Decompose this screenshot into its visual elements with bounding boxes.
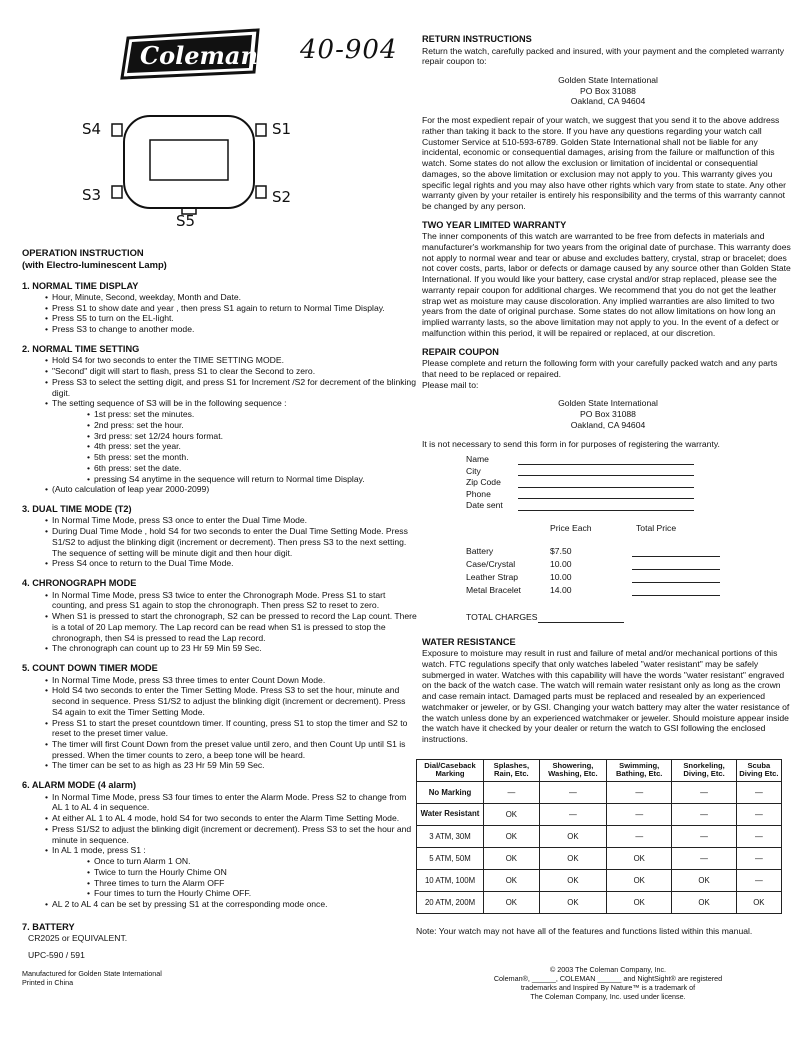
price-value: 10.00 [550, 559, 572, 570]
table-cell: — [672, 803, 736, 825]
section-2-list [22, 355, 417, 409]
phone-field[interactable] [518, 490, 694, 499]
list-item: • The timer can be set to as high as 23 Hr 59 Min 59 Sec. [52, 760, 417, 771]
column-header: Scuba Diving Etc. [736, 759, 781, 781]
section-6-after [22, 899, 417, 910]
price-item: Leather Strap [466, 572, 519, 583]
list-item: • The timer will first Count Down from the preset value until zero, and then Count Up until S1 is pressed. When the timer counts to zero, a beep tone will be heard. [52, 739, 417, 760]
form-row-date [466, 499, 794, 511]
table-cell: 20 ATM, 200M [417, 891, 484, 913]
table-cell: OK [484, 869, 540, 891]
list-item: • Once to turn Alarm 1 ON. [94, 856, 417, 867]
table-cell: OK [607, 869, 672, 891]
logo-text: Coleman [140, 41, 258, 70]
section-2-sublist [22, 409, 417, 484]
label-s2: S2 [272, 188, 292, 206]
list-item: • "Second" digit will start to flash, press S1 to clear the Second to zero. [52, 366, 417, 377]
table-cell: — [736, 869, 781, 891]
price-item: Case/Crystal [466, 559, 516, 570]
list-item: • Press S5 to turn on the EL-light. [52, 313, 417, 324]
address-line: PO Box 31088 [580, 85, 636, 96]
coupon-address [422, 398, 794, 430]
list-item: • The chronograph can count up to 23 Hr 59 Min 59 Sec. [52, 643, 417, 654]
list-item: • At either AL 1 to AL 4 mode, hold S4 for two seconds to enter the Alarm Time Setting Mode. [52, 813, 417, 824]
form-label: City [466, 465, 481, 476]
total-field[interactable] [632, 574, 720, 583]
table-cell: — [607, 781, 672, 803]
table-cell: 3 ATM, 30M [417, 825, 484, 847]
list-item: • AL 2 to AL 4 can be set by pressing S1 at the corresponding mode once. [52, 899, 417, 910]
water-text: Exposure to moisture may result in rust and failure of metal and/or mechanical portions of this watch. FTC regulations specify that only watches labeled "water resistant" may be safely submerged in water. Watches with this capability will have the words "water resistant" engraved on the back of the watch case. The watch will remain water resistant only as long as the crown and case remain intact. Damaged parts must be replaced and resealed by an experienced watchmaker or jeweler, or by GSI. Changing your watch battery may alter the water resistance of the watch unless done by an experienced watchmaker or jeweler. Should moisture appear inside the watch have it checked by your dealer or return the watch to GSI following the enclosed instructions. [422, 648, 790, 745]
name-field[interactable] [518, 456, 694, 465]
list-item: • Press S4 once to return to the Dual Time Mode. [52, 558, 417, 569]
price-row [466, 557, 794, 570]
warranty-text: The inner components of this watch are warranted to be free from defects in materials and manufacturer's workmanship for two years from the original date of purchase. This warranty does not apply to normal wear and tear or abuse and excludes battery, crystal, strap or bracelet; does not cover costs, parts, labor or defects or damage caused by any source other than Golden State International. If you would like your battery, case crystal and/or strap replaced, please see the warranty repair coupon for additional charges. We recommend that you do not get the leather strap wet as moisture may cause discoloration. Any implied warranties are also limited to two years from the date of original purchase. Some states do not allow limitations on how long an implied warranty lasts, so the above limitation may not apply to you. In the event of a defect or malfunction within this period, it will be repaired or replaced, at our discretion. [422, 231, 791, 338]
table-cell: 10 ATM, 100M [417, 869, 484, 891]
total-field[interactable] [632, 548, 720, 557]
table-cell: — [736, 803, 781, 825]
price-value: 10.00 [550, 572, 572, 583]
warranty-heading: TWO YEAR LIMITED WARRANTY [422, 219, 567, 230]
coupon-mail-to: Please mail to: [422, 379, 479, 390]
table-row [417, 781, 782, 803]
operation-title: OPERATION INSTRUCTION [22, 247, 144, 258]
list-item: • 2nd press: set the hour. [94, 420, 417, 431]
list-item: • Press S3 to change to another mode. [52, 324, 417, 335]
section-2-heading: 2. NORMAL TIME SETTING [22, 343, 140, 354]
coleman-logo [118, 28, 266, 80]
legal-line: trademarks and Inspired By Nature™ is a trademark of [520, 982, 696, 992]
section-6-list [22, 792, 417, 856]
right-column [416, 34, 794, 1001]
label-s4: S4 [82, 120, 102, 138]
table-cell: — [736, 847, 781, 869]
return-address [422, 75, 794, 107]
table-cell: — [484, 781, 540, 803]
table-cell: OK [484, 847, 540, 869]
total-charges-label: TOTAL CHARGES [466, 612, 538, 623]
coupon-form [466, 453, 794, 511]
list-item: • In Normal Time Mode, press S3 once to enter the Dual Time Mode. [52, 515, 417, 526]
list-item: • pressing S4 anytime in the sequence will return to Normal time Display. [94, 474, 417, 485]
address-line: PO Box 31088 [580, 409, 636, 420]
legal-notice [422, 965, 794, 1001]
price-item: Metal Bracelet [466, 585, 521, 596]
table-cell: OK [484, 803, 540, 825]
address-line: Oakland, CA 94604 [570, 419, 646, 430]
list-item: • In AL 1 mode, press S1 : [52, 845, 417, 856]
total-field[interactable] [632, 561, 720, 570]
price-row [466, 570, 794, 583]
table-cell: OK [672, 891, 736, 913]
table-cell: — [736, 825, 781, 847]
column-header: Swimming, Bathing, Etc. [607, 759, 672, 781]
zip-code-field[interactable] [518, 479, 694, 488]
price-row [466, 544, 794, 557]
table-cell: — [539, 781, 606, 803]
list-item: • Press S1 to start the preset countdown timer. If counting, press S1 to stop the timer and S2 to reset to the preset timer value. [52, 718, 417, 739]
list-item: • Hold S4 two seconds to enter the Timer Setting Mode. Press S3 to set the hour, minute and second in sequence. Press S1/S2 to adjust the blinking digit (increment or decrement). Press S4 again to exit the Timer Setting Mode. [52, 685, 417, 717]
list-item: • When S1 is pressed to start the chronograph, S2 can be pressed to record the Lap count. There is a total of 20 Lap memory. The Lap record can be read when S1 is pressed to stop the chronograph, then S4 is pressed to read the Lap record. [52, 611, 417, 643]
column-header: Splashes, Rain, Etc. [484, 759, 540, 781]
column-header: Showering, Washing, Etc. [539, 759, 606, 781]
section-3-heading: 3. DUAL TIME MODE (T2) [22, 503, 132, 514]
table-cell: OK [672, 869, 736, 891]
section-3-list [22, 515, 417, 569]
list-item: • Press S3 to select the setting digit, and press S1 for Increment /S2 for decrement of the blinking digit. [52, 377, 417, 398]
list-item: • 3rd press: set 12/24 hours format. [94, 431, 417, 442]
form-label: Zip Code [466, 477, 501, 488]
section-4-heading: 4. CHRONOGRAPH MODE [22, 578, 137, 589]
battery-upc: UPC-590 / 591 [28, 949, 85, 960]
price-value: 14.00 [550, 585, 572, 596]
total-price-label: Total Price [636, 523, 677, 534]
features-note: Note: Your watch may not have all of the features and functions listed within this manual. [416, 925, 753, 936]
list-item: • Twice to turn the Hourly Chime ON [94, 867, 417, 878]
table-cell: OK [484, 891, 540, 913]
address-line: Oakland, CA 94604 [570, 96, 646, 107]
label-s5: S5 [176, 212, 196, 230]
column-header: Snorkeling, Diving, Etc. [672, 759, 736, 781]
price-header [466, 521, 794, 534]
table-cell: OK [539, 869, 606, 891]
list-item: • 4th press: set the year. [94, 441, 417, 452]
section-5-list [22, 675, 417, 772]
price-item: Battery [466, 546, 494, 557]
table-cell: OK [484, 825, 540, 847]
table-row [417, 869, 782, 891]
table-cell: — [607, 825, 672, 847]
table-cell: No Marking [417, 781, 484, 803]
form-row-zip [466, 476, 794, 488]
manufactured-for: Manufactured for Golden State International [22, 968, 162, 978]
form-label: Name [466, 454, 489, 465]
battery-heading: 7. BATTERY [22, 921, 75, 932]
price-row [466, 583, 794, 596]
list-item: • (Auto calculation of leap year 2000-2099) [52, 484, 417, 495]
address-line: Golden State International [558, 398, 658, 409]
coupon-text: Please complete and return the following form with your carefully packed watch and any parts that need to be replaced or repaired. [422, 358, 778, 379]
form-label: Date sent [466, 500, 503, 511]
column-header: Dial/Caseback Marking [417, 759, 484, 781]
section-6-heading: 6. ALARM MODE (4 alarm) [22, 780, 137, 791]
section-5-heading: 5. COUNT DOWN TIMER MODE [22, 663, 158, 674]
list-item: • Hour, Minute, Second, weekday, Month and Date. [52, 292, 417, 303]
list-item: • In Normal Time Mode, press S3 twice to enter the Chronograph Mode. Press S1 to start counting, and press S1 again to stop the chronograph. Then press S2 to reset to zero. [52, 590, 417, 611]
section-4-list [22, 590, 417, 654]
total-field[interactable] [632, 587, 720, 596]
list-item: • The setting sequence of S3 will be in the following sequence : [52, 398, 417, 409]
table-cell: OK [539, 825, 606, 847]
list-item: • Hold S4 for two seconds to enter the TIME SETTING MODE. [52, 355, 417, 366]
total-charges-row [466, 610, 794, 623]
water-heading: WATER RESISTANCE [422, 636, 516, 647]
section-1-list [22, 292, 417, 335]
address-line: Golden State International [558, 74, 658, 85]
table-row [417, 803, 782, 825]
city-field[interactable] [518, 467, 694, 476]
list-item: • Press S1/S2 to adjust the blinking digit (increment or decrement). Press S3 to set the hour and minute in sequence. [52, 824, 417, 845]
section-1-heading: 1. NORMAL TIME DISPLAY [22, 280, 139, 291]
battery-type: CR2025 or EQUIVALENT. [28, 933, 128, 944]
form-row-phone [466, 488, 794, 500]
total-charges-field[interactable] [538, 614, 624, 623]
form-row-name [466, 453, 794, 465]
list-item: • 5th press: set the month. [94, 452, 417, 463]
list-item: • In Normal Time Mode, press S3 four times to enter the Alarm Mode. Press S2 to change from AL 1 to AL 4 in sequence. [52, 792, 417, 813]
table-cell: 5 ATM, 50M [417, 847, 484, 869]
legal-line: Coleman®, ______, COLEMAN ______ and NightSight® are registered [493, 973, 723, 983]
section-6-sublist [22, 856, 417, 899]
table-cell: Water Resistant [417, 803, 484, 825]
table-cell: — [607, 803, 672, 825]
operation-subtitle: (with Electro-luminescent Lamp) [22, 258, 167, 270]
section-2-after [22, 484, 417, 495]
table-cell: OK [736, 891, 781, 913]
price-table [466, 521, 794, 623]
table-cell: — [672, 825, 736, 847]
form-row-city [466, 465, 794, 477]
printed-in: Printed in China [22, 977, 74, 987]
table-cell: — [672, 781, 736, 803]
table-cell: OK [607, 891, 672, 913]
coupon-heading: REPAIR COUPON [422, 346, 499, 357]
table-cell: — [539, 803, 606, 825]
table-row [417, 891, 782, 913]
price-each-label: Price Each [550, 523, 592, 534]
label-s3: S3 [82, 186, 102, 204]
table-cell: OK [539, 847, 606, 869]
return-para: For the most expedient repair of your watch, we suggest that you send it to the above address rather than taking it back to the store. If you have any questions regarding your watch call Customer Service at 510-593-6789. Golden State International shall not be liable for any incidental, economic or consequential damages, arising from the failure or malfunction of this watch. Some states do not allow the exclusion or limitation of incidental or consequential damages, so the above limitation or exclusion may not apply to you. This warranty gives you specific legal rights and you may also have other rights which vary from state to state. Any other warranty given by your retailer is entirely his responsibility and the terms of this warranty cannot be changed by any person. [422, 115, 786, 212]
list-item: • 6th press: set the date. [94, 463, 417, 474]
table-cell: — [672, 847, 736, 869]
water-resistance-table [416, 759, 782, 914]
operation-instructions [22, 247, 417, 987]
list-item: • Four times to turn the Hourly Chime OFF. [94, 888, 417, 899]
coupon-note: It is not necessary to send this form in for purposes of registering the warranty. [422, 438, 720, 449]
table-row [417, 825, 782, 847]
table-cell: OK [539, 891, 606, 913]
watch-button-diagram [78, 112, 298, 232]
table-cell: — [736, 781, 781, 803]
form-label: Phone [466, 488, 491, 499]
list-item: • During Dual Time Mode , hold S4 for two seconds to enter the Dual Time Setting Mode. Press S1/S2 to adjust the blinking digit (increment or decrement). Then press S3 to the next setting. The sequence of setting will be minute digit and then hour digit. [52, 526, 417, 558]
label-s1: S1 [272, 120, 292, 138]
return-heading: RETURN INSTRUCTIONS [422, 34, 532, 44]
table-row [417, 847, 782, 869]
price-value: $7.50 [550, 546, 572, 557]
legal-line: The Coleman Company, Inc. used under license. [530, 991, 686, 1001]
legal-line: © 2003 The Coleman Company, Inc. [549, 964, 667, 974]
date-sent-field[interactable] [518, 502, 694, 511]
list-item: • In Normal Time Mode, press S3 three times to enter Count Down Mode. [52, 675, 417, 686]
handwritten-code: 40-904 [300, 35, 398, 65]
list-item: • Three times to turn the Alarm OFF [94, 878, 417, 889]
return-text: Return the watch, carefully packed and insured, with your payment and the completed warranty repair coupon to: [422, 45, 785, 67]
table-header-row [417, 759, 782, 781]
list-item: • Press S1 to show date and year , then press S1 again to return to Normal Time Display. [52, 303, 417, 314]
list-item: • 1st press: set the minutes. [94, 409, 417, 420]
table-cell: OK [607, 847, 672, 869]
